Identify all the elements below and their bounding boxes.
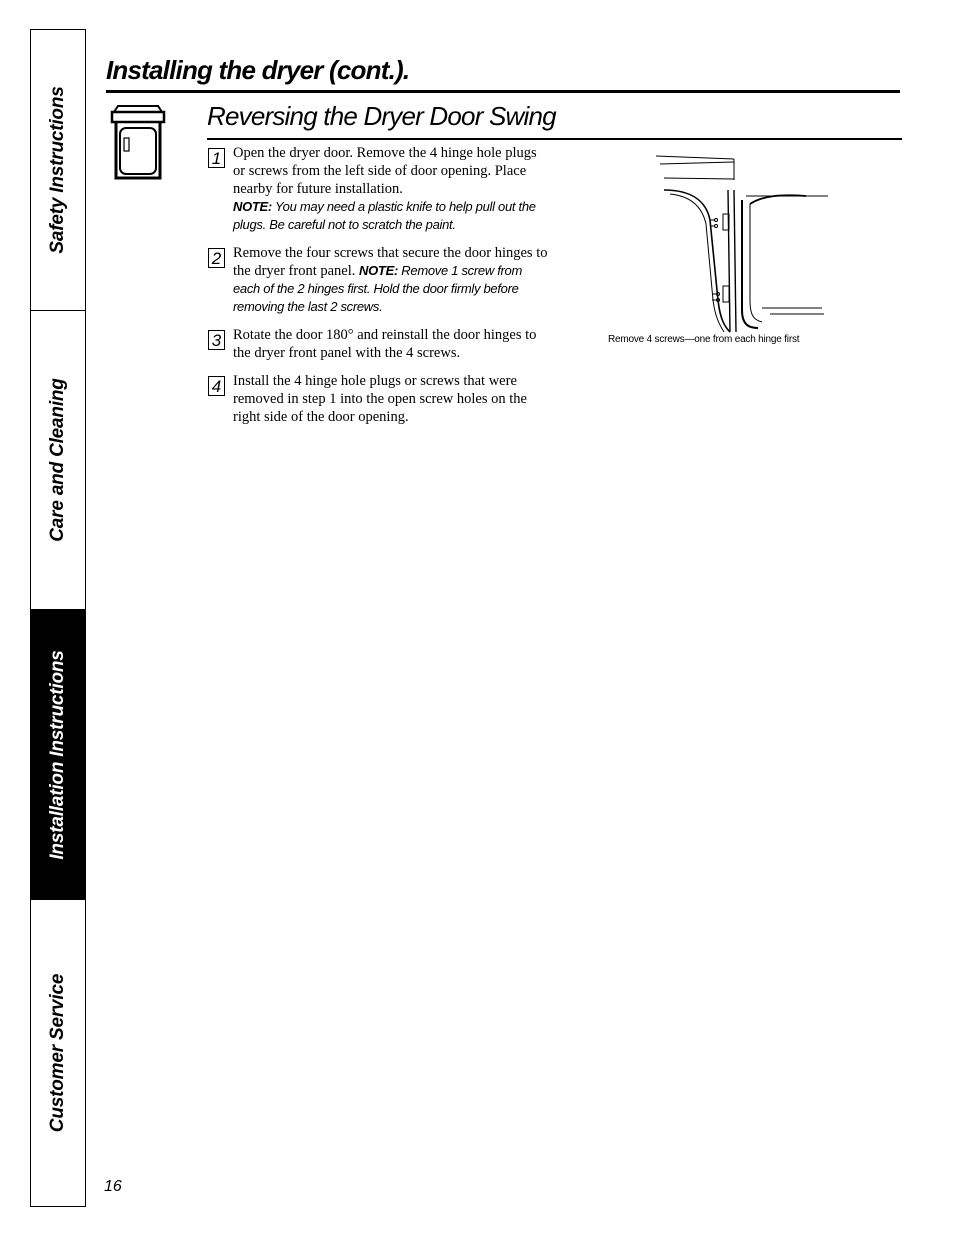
note-text: You may need a plastic knife to help pull out the plugs. Be careful not to scratch the paint.: [233, 199, 536, 232]
step-text: Open the dryer door. Remove the 4 hinge hole plugs or screws from the left side of door opening. Place nearby for future installation.: [233, 145, 537, 197]
figure-caption: Remove 4 screws—one from each hinge first: [608, 334, 800, 345]
title-rule: [106, 90, 900, 93]
step-number: 2: [208, 248, 225, 268]
step-number: 3: [208, 330, 225, 350]
tab-label: Safety Instructions: [47, 86, 68, 254]
section-rule: [207, 138, 902, 140]
tab-customer-service[interactable]: [31, 900, 85, 1206]
tab-installation-instructions[interactable]: [31, 610, 85, 900]
step-number: 4: [208, 376, 225, 396]
step-text: Install the 4 hinge hole plugs or screws that were removed in step 1 into the open screw holes on the right side of the door opening.: [233, 373, 527, 425]
step-text: Remove the four screws that secure the door hinges to the dryer front panel.: [233, 245, 548, 279]
step-list: [207, 144, 552, 436]
dryer-door-hinge-illustration: [650, 150, 830, 336]
tab-care-and-cleaning[interactable]: [31, 311, 85, 610]
note-label: NOTE:: [233, 199, 272, 214]
tab-safety-instructions[interactable]: [31, 30, 85, 311]
page-title: Installing the dryer (cont.).: [106, 55, 410, 85]
tab-label: Customer Service: [47, 973, 68, 1133]
section-title: Reversing the Dryer Door Swing: [207, 101, 556, 131]
step-item: [207, 244, 552, 316]
note-text: Remove 1 screw from each of the 2 hinges first. Hold the door firmly before removing the last 2 screws.: [233, 263, 523, 314]
note-label: NOTE:: [359, 263, 398, 278]
side-tab-column: [30, 29, 86, 1207]
dryer-icon: [108, 104, 168, 182]
page-number: 16: [104, 1178, 122, 1195]
step-item: [207, 144, 552, 234]
tab-label: Installation Instructions: [47, 649, 68, 860]
step-item: [207, 326, 552, 362]
tab-label: Care and Cleaning: [47, 378, 68, 542]
step-item: [207, 372, 552, 426]
step-text: Rotate the door 180° and reinstall the door hinges to the dryer front panel with the 4 screws.: [233, 327, 537, 361]
step-number: 1: [208, 148, 225, 168]
